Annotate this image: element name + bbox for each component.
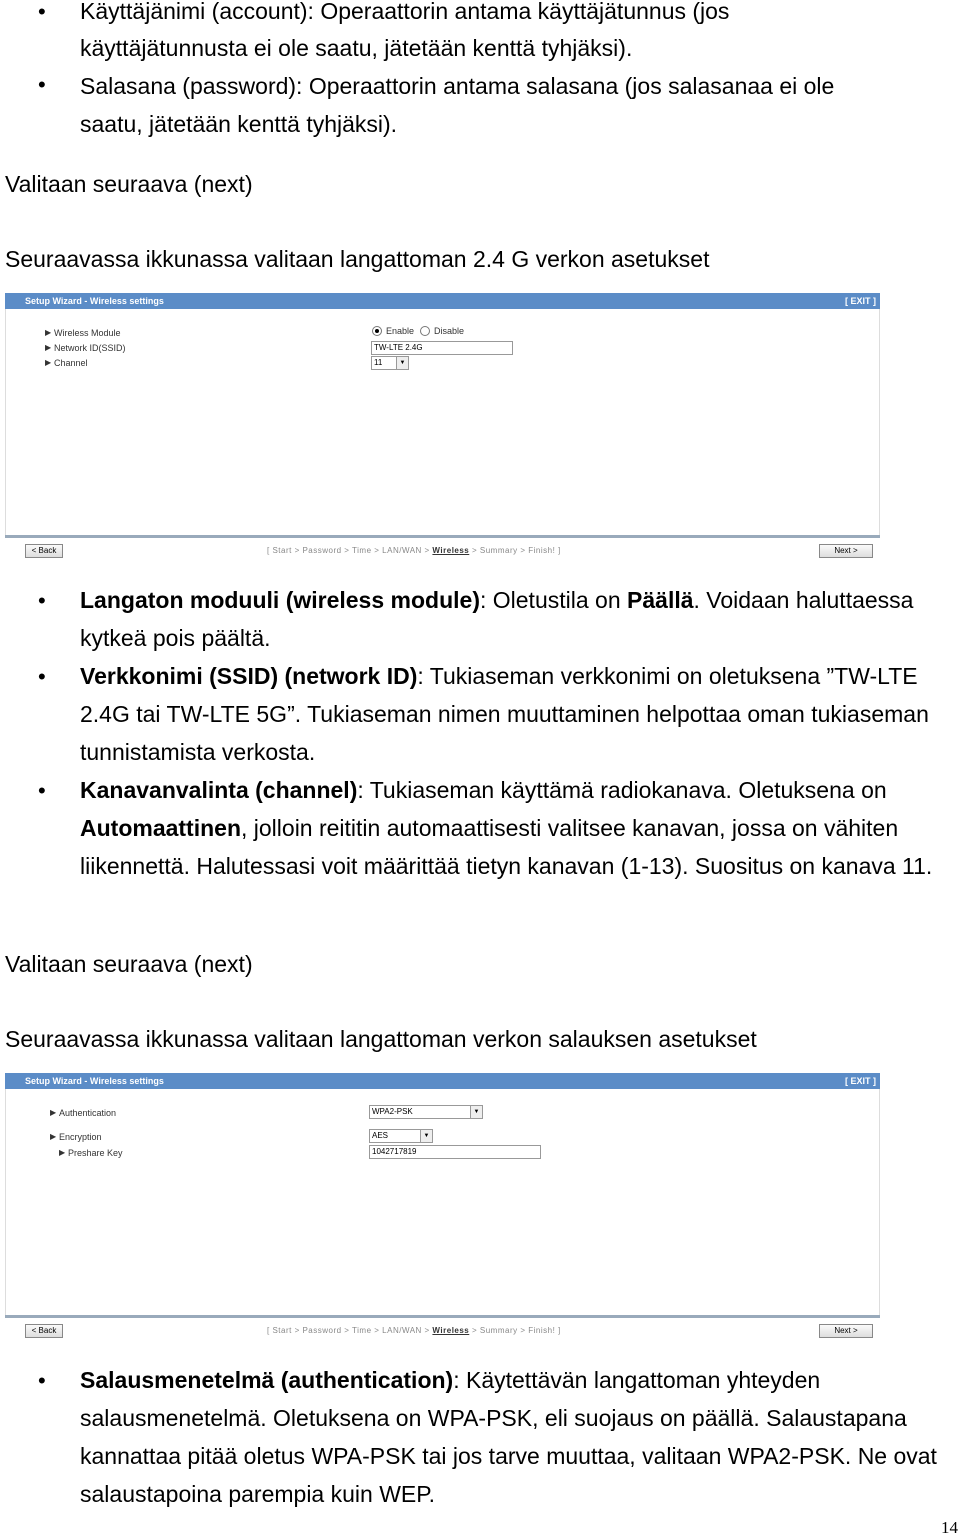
wizard-title: Setup Wizard - Wireless settings xyxy=(25,296,164,306)
bullet-account-line1: Käyttäjänimi (account): Operaattorin antama käyttäjätunnus (jos xyxy=(80,0,730,24)
wizard-footer xyxy=(5,1315,880,1344)
bullet-network-id: Verkkonimi (SSID) (network ID): Tukiaseman verkkonimi on oletuksena ”TW-LTE 2.4G tai TW-LTE 5G”. Tukiaseman nimen muuttaminen helpottaa oman tukiaseman tunnistamista verkosta. xyxy=(80,663,929,765)
chevron-down-icon: ▼ xyxy=(470,1106,482,1118)
bullet-password-line1: Salasana (password): Operaattorin antama salasana (jos salasanaa ei ole xyxy=(80,73,835,99)
disable-radio[interactable] xyxy=(420,326,430,336)
authentication-select[interactable] xyxy=(369,1105,483,1119)
next-instruction-2: Valitaan seuraava (next) xyxy=(5,951,253,977)
section-heading-encryption: Seuraavassa ikkunassa valitaan langattoman verkon salauksen asetukset xyxy=(5,1026,757,1052)
authentication-value: WPA2-PSK xyxy=(372,1107,413,1116)
bullet-dot: • xyxy=(38,588,46,613)
encryption-select[interactable] xyxy=(369,1129,433,1143)
arrow-right-icon: ▶ xyxy=(59,1148,66,1157)
breadcrumb-current: Wireless xyxy=(432,1326,470,1335)
wizard-wireless-24g xyxy=(5,293,880,565)
next-button[interactable]: Next > xyxy=(819,544,873,558)
bullet-dot: • xyxy=(38,72,46,97)
wizard-title: Setup Wizard - Wireless settings xyxy=(25,1076,164,1086)
bullet-authentication: Salausmenetelmä (authentication): Käytettävän langattoman yhteyden salausmenetelmä. Oletuksena on WPA-PSK, eli suojaus on päällä. Salaustapana kannattaa pitää oletus WPA-PSK tai jos tarve muuttaa, valitaan WPA2-PSK. Ne ovat salaustapoina parempia kuin WEP. xyxy=(80,1367,937,1507)
bullet-dot: • xyxy=(38,0,46,24)
arrow-right-icon: ▶ xyxy=(45,343,52,352)
menu-item-wireless-module: ▶ Wireless Module xyxy=(45,328,121,338)
menu-item-preshare-key: ▶ Preshare Key xyxy=(59,1148,123,1158)
arrow-right-icon: ▶ xyxy=(45,358,52,367)
bullet-channel: Kanavanvalinta (channel): Tukiaseman käyttämä radiokanava. Oletuksena on Automaattinen, jolloin reititin automaattisesti valitsee kanavan, jossa on vähiten liikennettä. Halutessasi voit määrittää tietyn kanavan (1-13). Suositus on kanava 11. xyxy=(80,777,933,879)
menu-item-authentication: ▶ Authentication xyxy=(50,1108,117,1118)
menu-item-network-id: ▶ Network ID(SSID) xyxy=(45,343,126,353)
encryption-value: AES xyxy=(372,1131,389,1140)
next-instruction-1: Valitaan seuraava (next) xyxy=(5,171,253,197)
back-button[interactable]: < Back xyxy=(25,1324,63,1338)
channel-value: 11 xyxy=(374,358,383,367)
section-heading-24g: Seuraavassa ikkunassa valitaan langattoman 2.4 G verkon asetukset xyxy=(5,246,710,272)
bullet-dot: • xyxy=(38,664,46,689)
arrow-right-icon: ▶ xyxy=(50,1108,57,1117)
enable-radio[interactable] xyxy=(372,326,382,336)
preshare-key-input[interactable]: 1042717819 xyxy=(369,1145,541,1159)
breadcrumb: [ Start > Password > Time > LAN/WAN > Wireless > Summary > Finish! ] xyxy=(267,1326,561,1335)
menu-item-channel: ▶ Channel xyxy=(45,358,88,368)
wizard-header xyxy=(5,1073,880,1089)
chevron-down-icon: ▼ xyxy=(396,357,408,369)
wizard-header xyxy=(5,293,880,309)
exit-link[interactable]: [ EXIT ] xyxy=(845,1076,876,1086)
back-button[interactable]: < Back xyxy=(25,544,63,558)
ssid-input[interactable]: TW-LTE 2.4G xyxy=(371,341,513,355)
menu-item-encryption: ▶ Encryption xyxy=(50,1132,102,1142)
bullet-dot: • xyxy=(38,778,46,803)
wizard-body xyxy=(5,1089,880,1315)
wizard-body xyxy=(5,309,880,535)
next-button[interactable]: Next > xyxy=(819,1324,873,1338)
breadcrumb: [ Start > Password > Time > LAN/WAN > Wireless > Summary > Finish! ] xyxy=(267,546,561,555)
bullet-account-line2: käyttäjätunnusta ei ole saatu, jätetään kenttä tyhjäksi). xyxy=(80,35,633,61)
bullet-password-line2: saatu, jätetään kenttä tyhjäksi). xyxy=(80,111,398,137)
enable-label: Enable xyxy=(386,326,415,336)
wizard-footer xyxy=(5,535,880,564)
breadcrumb-current: Wireless xyxy=(432,546,470,555)
bullet-wireless-module: Langaton moduuli (wireless module): Oletustila on Päällä. Voidaan haluttaessa kytkeä pois päältä. xyxy=(80,587,914,651)
wizard-wireless-security xyxy=(5,1073,880,1345)
arrow-right-icon: ▶ xyxy=(50,1132,57,1141)
chevron-down-icon: ▼ xyxy=(420,1130,432,1142)
page-number: 14 xyxy=(941,1518,958,1537)
channel-select[interactable] xyxy=(371,356,409,370)
disable-label: Disable xyxy=(434,326,465,336)
bullet-dot: • xyxy=(38,1368,46,1393)
exit-link[interactable]: [ EXIT ] xyxy=(845,296,876,306)
arrow-right-icon: ▶ xyxy=(45,328,52,337)
